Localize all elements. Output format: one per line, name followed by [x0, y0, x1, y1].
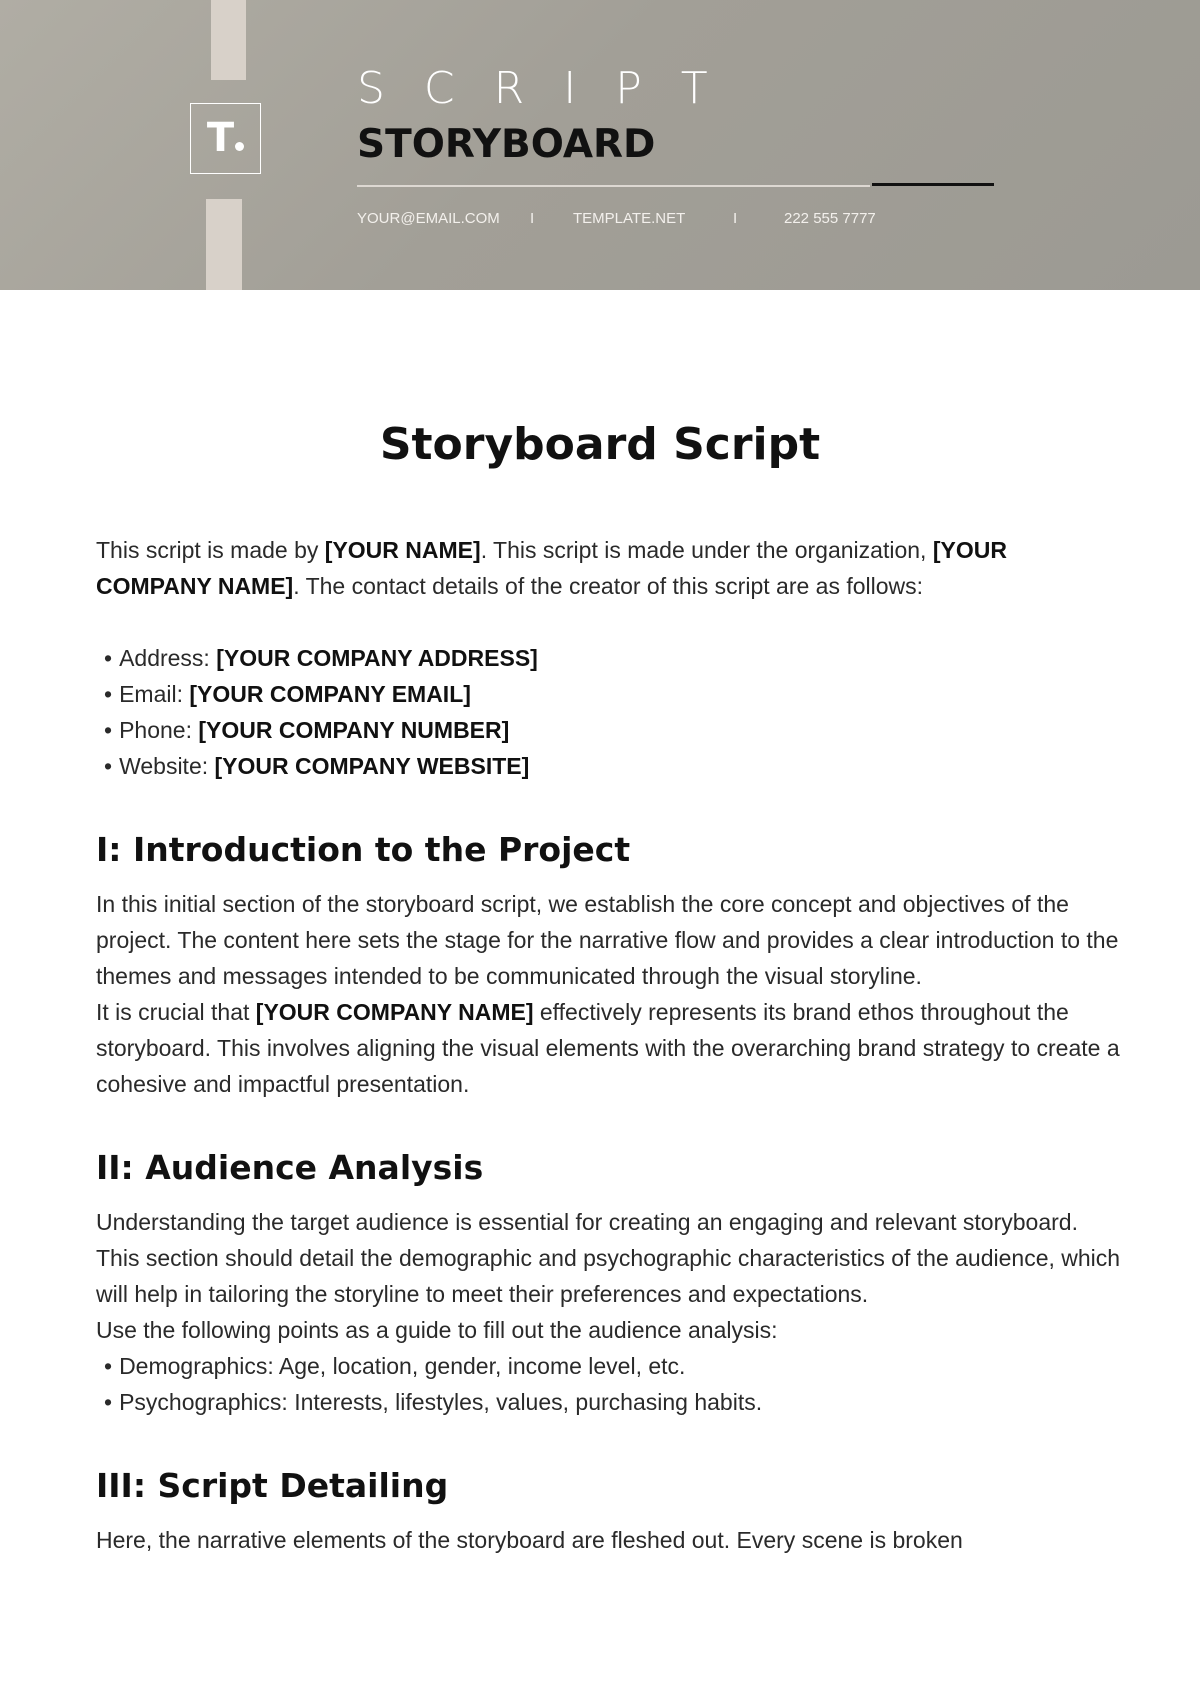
header-separator: I [530, 210, 535, 227]
contact-label: Address: [119, 645, 217, 671]
header-phone: 222 555 7777 [784, 210, 876, 227]
logo [190, 103, 261, 174]
contact-item-address [96, 640, 1126, 676]
audience-point: • Demographics: Age, location, gender, income level, etc. [96, 1348, 1126, 1384]
spacer [96, 1420, 1126, 1464]
section1-paragraph: In this initial section of the storyboard script, we establish the core concept and objectives of the project. The content here sets the stage for the narrative flow and provides a clear introduction to the themes and messages intended to be communicated through the visual storyline. [96, 891, 1119, 989]
contact-label: Phone: [119, 717, 199, 743]
spacer [96, 1508, 1126, 1522]
contact-label: Website: [119, 753, 215, 779]
contact-value: [YOUR COMPANY NUMBER] [198, 717, 510, 743]
header-divider-line [357, 185, 870, 187]
intro-paragraph [96, 532, 1126, 604]
contact-value: [YOUR COMPANY EMAIL] [189, 681, 471, 707]
contact-value: [YOUR COMPANY WEBSITE] [214, 753, 530, 779]
contact-label: Email: [119, 681, 190, 707]
document-title: Storyboard Script [379, 419, 821, 470]
header-storyboard-word: STORYBOARD [357, 122, 656, 167]
intro-text: . The contact details of the creator of this script are as follows: [293, 573, 924, 599]
contact-value: [YOUR COMPANY ADDRESS] [216, 645, 538, 671]
contact-item-website [96, 748, 1126, 784]
contact-item-email [96, 676, 1126, 712]
company-name-placeholder: [YOUR COMPANY NAME] [96, 537, 1007, 599]
section1-text: effectively represents its brand ethos throughout the storyboard. This involves aligning the visual elements with the overarching brand strategy to create a cohesive and impactful presentation. [96, 999, 1120, 1097]
audience-point: • Psychographics: Interests, lifestyles, values, purchasing habits. [96, 1384, 1126, 1420]
spacer [96, 784, 1126, 828]
section1-text: It is crucial that [96, 999, 256, 1025]
intro-text: This script is made by [96, 537, 325, 563]
spacer [96, 1190, 1126, 1204]
section1-paragraph [96, 994, 1126, 1102]
contact-item-phone [96, 712, 1126, 748]
document-body [96, 532, 1126, 1558]
header-website: TEMPLATE.NET [573, 210, 686, 227]
section2-paragraph: Understanding the target audience is essential for creating an engaging and relevant storyboard. This section should detail the demographic and psychographic characteristics of the audience, which will help in tailoring the storyline to meet their preferences and expectations. [96, 1209, 1121, 1307]
section-heading-script-detailing: III: Script Detailing [96, 1466, 449, 1505]
logo-dot [235, 142, 244, 151]
company-name-placeholder: [YOUR COMPANY NAME] [255, 999, 534, 1025]
decorative-bar-bottom [206, 199, 242, 290]
header-banner [0, 0, 1200, 290]
intro-text: . This script is made under the organization, [480, 537, 933, 563]
contact-details-list [96, 640, 1126, 784]
your-name-placeholder: [YOUR NAME] [324, 537, 481, 563]
header-separator: I [733, 210, 738, 227]
header-email: YOUR@EMAIL.COM [357, 210, 500, 227]
section3-paragraph: Here, the narrative elements of the storyboard are fleshed out. Every scene is broken [96, 1527, 963, 1553]
section2-paragraph: Use the following points as a guide to fill out the audience analysis: [96, 1317, 778, 1343]
spacer [96, 1102, 1126, 1146]
decorative-bar-top [211, 0, 246, 80]
header-script-word: SCRIPT [357, 63, 747, 114]
section-heading-introduction: I: Introduction to the Project [96, 830, 631, 869]
audience-points-list [96, 1348, 1126, 1420]
spacer [96, 872, 1126, 886]
spacer [96, 604, 1126, 640]
section-heading-audience: II: Audience Analysis [96, 1148, 484, 1187]
logo-letter: T [206, 115, 235, 161]
header-divider-accent [872, 183, 994, 186]
